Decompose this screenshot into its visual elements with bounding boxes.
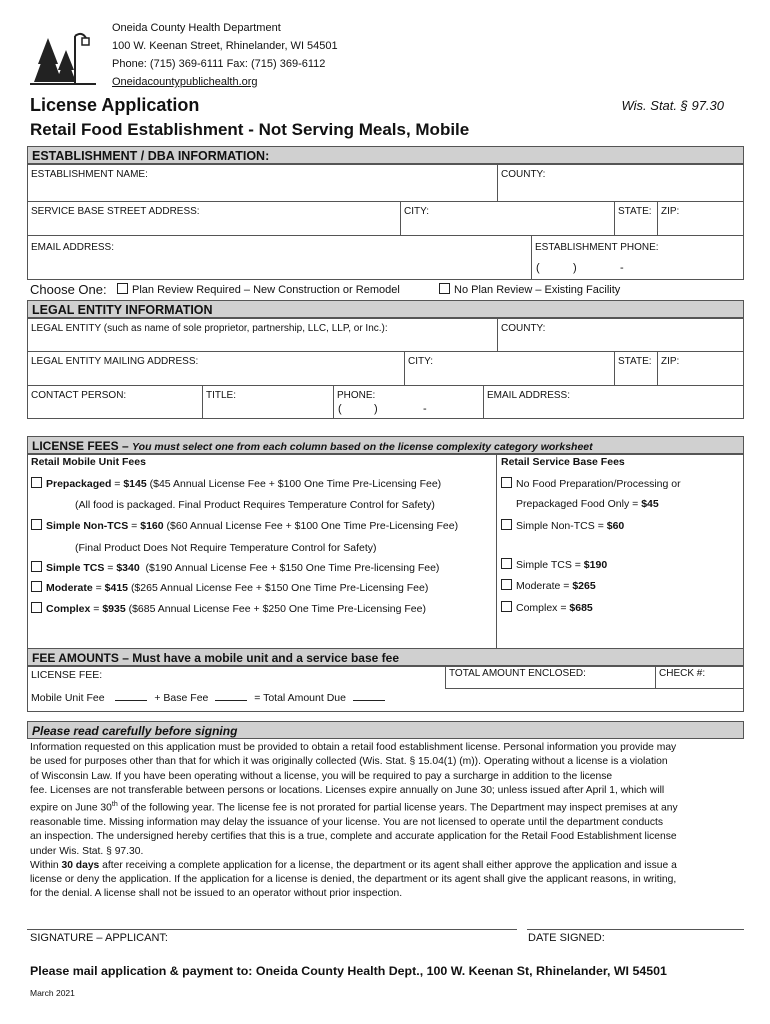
simple-nontcs-note: (Final Product Does Not Require Temperature Control for Safety)	[75, 542, 377, 554]
read-carefully-heading: Please read carefully before signing	[27, 721, 744, 739]
legal-zip-label: ZIP:	[661, 356, 680, 367]
state-label: STATE:	[618, 206, 652, 217]
base-nontcs-option[interactable]: Simple Non-TCS = $60	[501, 519, 624, 532]
county-logo	[30, 30, 96, 88]
base-noprep-option[interactable]: No Food Preparation/Processing or	[501, 477, 681, 490]
org-phone: Phone: (715) 369-6111 Fax: (715) 369-6112	[112, 58, 326, 70]
choose-one-label: Choose One:	[30, 282, 107, 297]
mobile-fees-header: Retail Mobile Unit Fees	[31, 456, 146, 468]
establishment-heading: ESTABLISHMENT / DBA INFORMATION:	[27, 146, 744, 164]
form-subtitle: Retail Food Establishment - Not Serving Meals, Mobile	[30, 120, 470, 139]
phone-paren-close: )	[573, 262, 577, 274]
check-number-label: CHECK #:	[659, 668, 706, 679]
phone-paren-open: (	[536, 262, 540, 274]
total-enclosed-label: TOTAL AMOUNT ENCLOSED:	[449, 668, 586, 679]
mailing-address-label: LEGAL ENTITY MAILING ADDRESS:	[31, 356, 199, 367]
complex-option[interactable]: Complex = $935 ($685 Annual License Fee + $250 One Time Pre-Licensing Fee)	[31, 602, 426, 615]
prepackaged-checkbox[interactable]	[31, 477, 42, 488]
city-label: CITY:	[404, 206, 430, 217]
base-noprep-checkbox[interactable]	[501, 477, 512, 488]
simple-nontcs-checkbox[interactable]	[31, 519, 42, 530]
plan-review-option[interactable]: Plan Review Required – New Construction or Remodel	[117, 283, 400, 296]
phone-dash: -	[620, 262, 624, 274]
mobile-fee-line: Mobile Unit Fee + Base Fee = Total Amount Due	[31, 692, 385, 704]
statute-ref: Wis. Stat. § 97.30	[621, 98, 724, 113]
signature-label: SIGNATURE – APPLICANT:	[30, 932, 168, 944]
email-label: EMAIL ADDRESS:	[31, 242, 114, 253]
establishment-section	[27, 164, 744, 280]
base-complex-checkbox[interactable]	[501, 601, 512, 612]
prepackaged-option[interactable]: Prepackaged = $145 ($45 Annual License Fee + $100 One Time Pre-Licensing Fee)	[31, 477, 441, 490]
establishment-county-label: COUNTY:	[501, 169, 546, 180]
legal-state-label: STATE:	[618, 356, 652, 367]
simple-tcs-option[interactable]: Simple TCS = $340 ($190 Annual License Fee + $150 One Time Pre-licensing Fee)	[31, 561, 439, 574]
complex-checkbox[interactable]	[31, 602, 42, 613]
revision-date: March 2021	[30, 988, 75, 998]
signature-line[interactable]	[27, 929, 517, 930]
legal-phone-paren-close: )	[374, 403, 378, 415]
moderate-checkbox[interactable]	[31, 581, 42, 592]
legal-email-label: EMAIL ADDRESS:	[487, 390, 570, 401]
title-label: TITLE:	[206, 390, 237, 401]
establishment-name-label: ESTABLISHMENT NAME:	[31, 169, 148, 180]
moderate-option[interactable]: Moderate = $415 ($265 Annual License Fee + $150 One Time Pre-Licensing Fee)	[31, 581, 428, 594]
date-line[interactable]	[527, 929, 744, 930]
base-moderate-option[interactable]: Moderate = $265	[501, 579, 596, 592]
simple-nontcs-option[interactable]: Simple Non-TCS = $160 ($60 Annual License Fee + $100 One Time Pre-Licensing Fee)	[31, 519, 458, 532]
license-fees-heading: LICENSE FEES – You must select one from each column based on the license complexity category worksheet	[27, 436, 744, 454]
base-tcs-option[interactable]: Simple TCS = $190	[501, 558, 607, 571]
form-title: License Application	[30, 95, 200, 115]
street-label: SERVICE BASE STREET ADDRESS:	[31, 206, 200, 217]
mail-instructions: Please mail application & payment to: Oneida County Health Dept., 100 W. Keenan St, Rhinelander, WI 54501	[30, 964, 667, 978]
date-signed-label: DATE SIGNED:	[528, 932, 605, 944]
disclaimer-paragraph: Information requested on this application must be provided to obtain a retail food establishment license. Personal information you provide may be used for purposes other than that for which it was originally collected (Wis. Stat. § 15.04(1) (m)). Operating without a license is a violation of Wisconsin Law. If you have been operating without a license, you will be required to pay a surcharge in addition to the license fee. Licenses are not transferable between persons or locations. Licenses expire annually on June 30; unless issued after April 1, which will expire on June 30th of the following year. The license fee is not prorated for partial license years. The Department may inspect premises at any reasonable time. Missing information may delay the issuance of your license. You are not licensed to operate until the department conducts an inspection. The undersigned hereby certifies that this is a true, complete and accurate application for the Retail Food Establishment license under Wis. Stat. § 97.30. Within 30 days after receiving a complete application for a license, the department or its agent shall either approve the application and issue a license or deny the application. If the application for a license is denied, the department or its agent shall give the applicant reasons, in writing, for the denial. A license shall not be issued to an operator without prior inspection.	[30, 742, 678, 900]
simple-tcs-checkbox[interactable]	[31, 561, 42, 572]
prepackaged-note: (All food is packaged. Final Product Requires Temperature Control for Safety)	[75, 499, 435, 511]
legal-phone-dash: -	[423, 403, 427, 415]
no-plan-review-option[interactable]: No Plan Review – Existing Facility	[439, 283, 620, 296]
legal-phone-paren-open: (	[338, 403, 342, 415]
establishment-phone-label: ESTABLISHMENT PHONE:	[535, 242, 659, 253]
legal-city-label: CITY:	[408, 356, 434, 367]
org-address: 100 W. Keenan Street, Rhinelander, WI 54501	[112, 40, 338, 52]
plan-review-checkbox[interactable]	[117, 283, 128, 294]
base-complex-option[interactable]: Complex = $685	[501, 601, 593, 614]
base-nontcs-checkbox[interactable]	[501, 519, 512, 530]
org-website-link[interactable]: Oneidacountypublichealth.org	[112, 76, 258, 88]
base-moderate-checkbox[interactable]	[501, 579, 512, 590]
org-name: Oneida County Health Department	[112, 22, 281, 34]
base-noprep-line2: Prepackaged Food Only = $45	[516, 498, 659, 510]
base-fees-header: Retail Service Base Fees	[501, 456, 625, 468]
zip-label: ZIP:	[661, 206, 680, 217]
base-tcs-checkbox[interactable]	[501, 558, 512, 569]
legal-phone-label: PHONE:	[337, 390, 376, 401]
fee-amounts-section	[27, 666, 744, 712]
contact-person-label: CONTACT PERSON:	[31, 390, 127, 401]
legal-heading: LEGAL ENTITY INFORMATION	[27, 300, 744, 318]
fee-amounts-heading: FEE AMOUNTS – Must have a mobile unit and a service base fee	[27, 648, 744, 666]
legal-county-label: COUNTY:	[501, 323, 546, 334]
license-fee-label: LICENSE FEE:	[31, 669, 103, 681]
legal-entity-label: LEGAL ENTITY (such as name of sole proprietor, partnership, LLC, LLP, or Inc.):	[31, 323, 388, 334]
no-plan-review-checkbox[interactable]	[439, 283, 450, 294]
